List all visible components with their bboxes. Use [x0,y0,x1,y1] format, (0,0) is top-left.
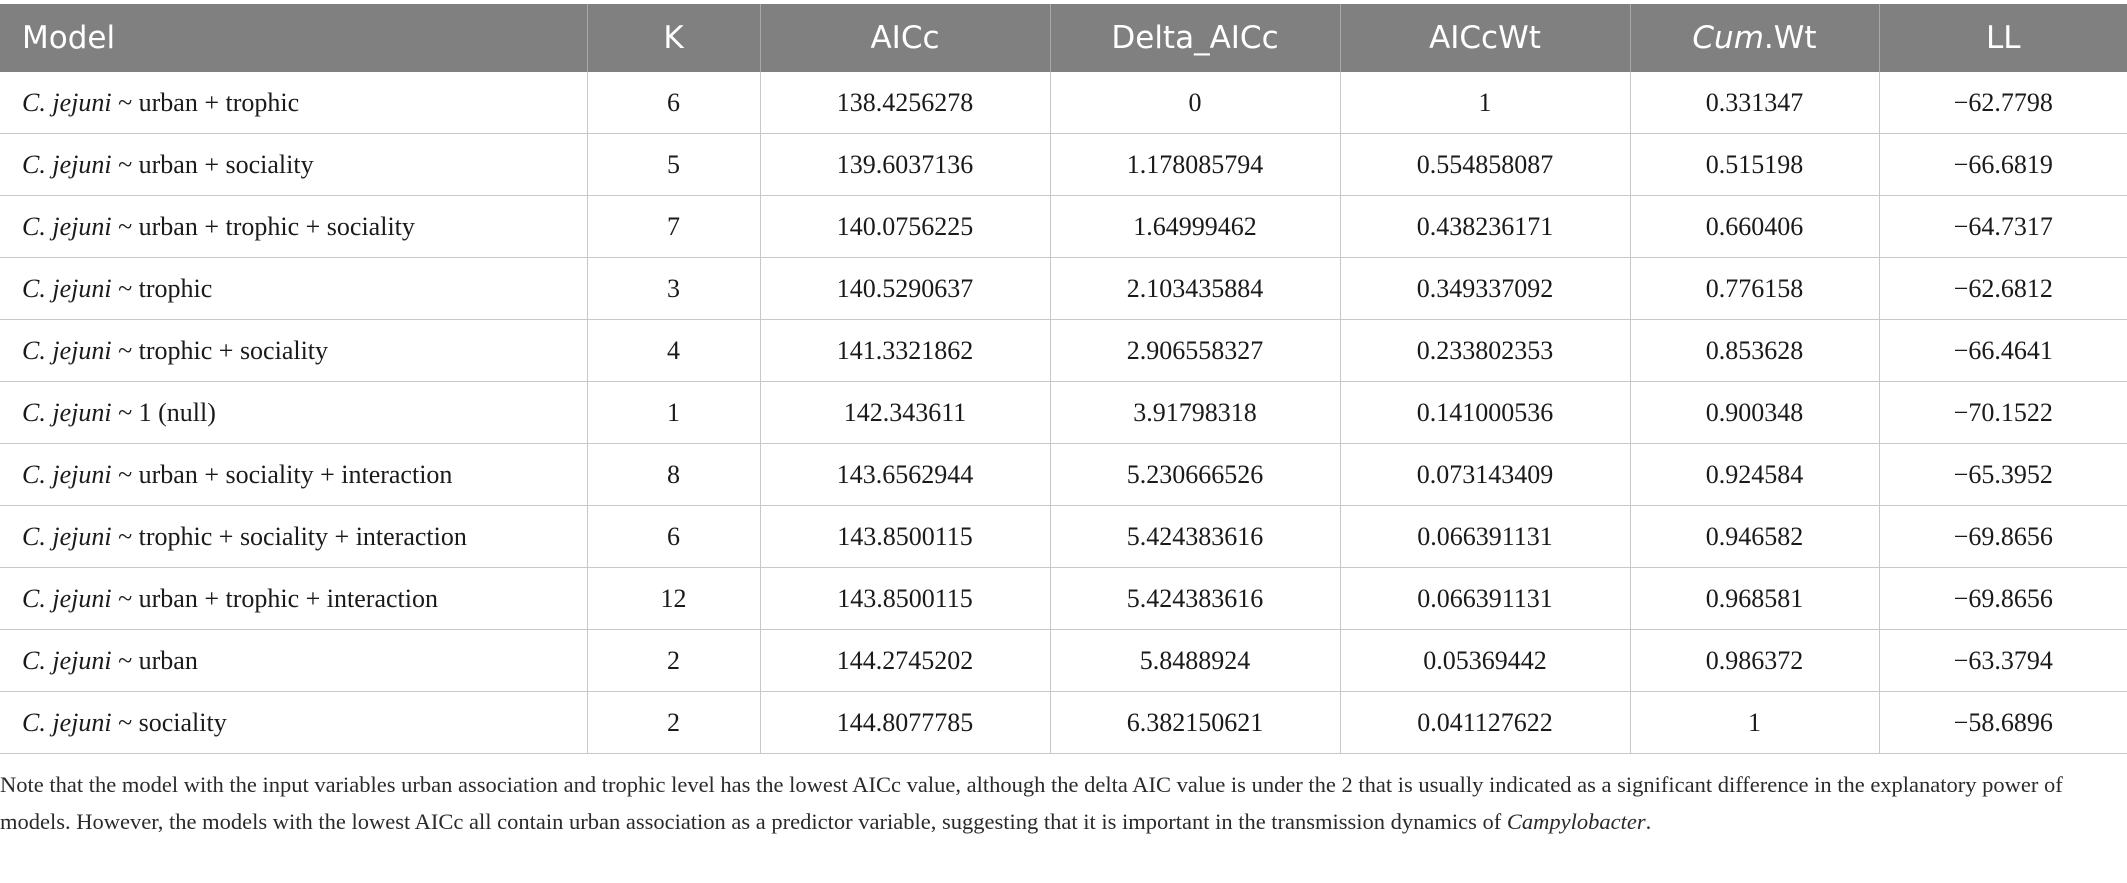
header-k: K [587,4,760,72]
cell-k: 5 [587,134,760,196]
footnote-text: Note that the model with the input variables urban association and trophic level has the lowest AICc value, although the delta AIC value is under the 2 that is usually indicated as a significant difference in the explanatory power of models. However, the models with the lowest AICc all contain urban association as a predictor variable, suggesting that it is important in the transmission dynamics of [0,772,2063,834]
cell-aicc: 144.2745202 [760,630,1050,692]
cell-aicc: 143.8500115 [760,568,1050,630]
species-name: C. jejuni [22,645,112,675]
header-cumwt [1630,4,1879,72]
cell-delta-aicc: 5.424383616 [1050,568,1340,630]
cell-aicc: 142.343611 [760,382,1050,444]
cell-model [0,506,587,568]
cell-ll: −69.8656 [1879,506,2127,568]
footnote-genus: Campylobacter [1506,809,1646,834]
model-comparison-table [0,4,2127,754]
table-row [0,444,2127,506]
table-row [0,692,2127,754]
table-row [0,630,2127,692]
cell-model [0,444,587,506]
header-delta-aicc: Delta_AICc [1050,4,1340,72]
cell-delta-aicc: 0 [1050,72,1340,134]
table-row [0,568,2127,630]
table-footnote [0,766,2100,840]
cell-aicc: 139.6037136 [760,134,1050,196]
model-formula: ~ urban + sociality + interaction [111,459,453,489]
cell-k: 6 [587,72,760,134]
cell-ll: −63.3794 [1879,630,2127,692]
cell-ll: −58.6896 [1879,692,2127,754]
cell-cumwt: 0.331347 [1630,72,1879,134]
cell-aiccwt: 0.066391131 [1340,506,1630,568]
table-header [0,4,2127,72]
cell-ll: −66.6819 [1879,134,2127,196]
model-formula: ~ trophic [111,273,213,303]
species-name: C. jejuni [22,87,112,117]
cell-delta-aicc: 6.382150621 [1050,692,1340,754]
cell-cumwt: 0.776158 [1630,258,1879,320]
table-row [0,506,2127,568]
cell-aiccwt: 0.066391131 [1340,568,1630,630]
cell-cumwt: 0.968581 [1630,568,1879,630]
species-name: C. jejuni [22,273,112,303]
model-formula: ~ urban [111,645,198,675]
model-formula: ~ urban + sociality [111,149,314,179]
table-row [0,72,2127,134]
cell-model [0,72,587,134]
cell-delta-aicc: 1.64999462 [1050,196,1340,258]
cell-model [0,258,587,320]
cell-delta-aicc: 2.103435884 [1050,258,1340,320]
table-row [0,196,2127,258]
cell-k: 4 [587,320,760,382]
cell-cumwt: 0.660406 [1630,196,1879,258]
cell-aiccwt: 0.438236171 [1340,196,1630,258]
header-model: Model [0,4,587,72]
species-name: C. jejuni [22,583,112,613]
model-formula: ~ urban + trophic [111,87,300,117]
cell-model [0,382,587,444]
header-aicc: AICc [760,4,1050,72]
cell-aiccwt: 0.141000536 [1340,382,1630,444]
cell-aiccwt: 0.349337092 [1340,258,1630,320]
species-name: C. jejuni [22,335,112,365]
cell-aiccwt: 0.041127622 [1340,692,1630,754]
cell-k: 6 [587,506,760,568]
cell-ll: −65.3952 [1879,444,2127,506]
species-name: C. jejuni [22,459,112,489]
cell-delta-aicc: 3.91798318 [1050,382,1340,444]
table-row [0,258,2127,320]
cell-cumwt: 0.515198 [1630,134,1879,196]
species-name: C. jejuni [22,211,112,241]
cell-aicc: 140.0756225 [760,196,1050,258]
cell-cumwt: 0.946582 [1630,506,1879,568]
model-comparison-table-container [0,4,2127,754]
header-cumwt-italic: Cum [1692,20,1764,56]
cell-model [0,134,587,196]
cell-ll: −62.6812 [1879,258,2127,320]
cell-aicc: 144.8077785 [760,692,1050,754]
cell-delta-aicc: 1.178085794 [1050,134,1340,196]
cell-k: 7 [587,196,760,258]
cell-ll: −69.8656 [1879,568,2127,630]
cell-ll: −70.1522 [1879,382,2127,444]
cell-aicc: 143.6562944 [760,444,1050,506]
header-aiccwt: AICcWt [1340,4,1630,72]
cell-model [0,692,587,754]
cell-aiccwt: 0.05369442 [1340,630,1630,692]
cell-ll: −66.4641 [1879,320,2127,382]
cell-cumwt: 0.924584 [1630,444,1879,506]
model-formula: ~ sociality [111,707,227,737]
cell-aicc: 140.5290637 [760,258,1050,320]
cell-model [0,196,587,258]
cell-k: 8 [587,444,760,506]
cell-k: 12 [587,568,760,630]
model-formula: ~ trophic + sociality [111,335,329,365]
model-formula: ~ 1 (null) [111,397,216,427]
cell-delta-aicc: 5.8488924 [1050,630,1340,692]
cell-delta-aicc: 5.424383616 [1050,506,1340,568]
model-formula: ~ urban + trophic + interaction [111,583,438,613]
cell-cumwt: 1 [1630,692,1879,754]
species-name: C. jejuni [22,521,112,551]
table-row [0,320,2127,382]
cell-k: 1 [587,382,760,444]
footnote-end: . [1645,809,1652,834]
cell-aicc: 138.4256278 [760,72,1050,134]
header-cumwt-rest: .Wt [1763,20,1817,56]
model-formula: ~ trophic + sociality + interaction [111,521,467,551]
table-row [0,382,2127,444]
cell-cumwt: 0.986372 [1630,630,1879,692]
cell-cumwt: 0.900348 [1630,382,1879,444]
cell-delta-aicc: 2.906558327 [1050,320,1340,382]
cell-aiccwt: 0.233802353 [1340,320,1630,382]
cell-aiccwt: 0.554858087 [1340,134,1630,196]
cell-model [0,320,587,382]
species-name: C. jejuni [22,149,112,179]
cell-ll: −62.7798 [1879,72,2127,134]
cell-cumwt: 0.853628 [1630,320,1879,382]
header-ll: LL [1879,4,2127,72]
header-row [0,4,2127,72]
cell-k: 3 [587,258,760,320]
cell-ll: −64.7317 [1879,196,2127,258]
cell-aiccwt: 0.073143409 [1340,444,1630,506]
cell-k: 2 [587,692,760,754]
cell-model [0,568,587,630]
cell-aicc: 141.3321862 [760,320,1050,382]
cell-delta-aicc: 5.230666526 [1050,444,1340,506]
model-formula: ~ urban + trophic + sociality [111,211,415,241]
cell-k: 2 [587,630,760,692]
table-row [0,134,2127,196]
cell-aiccwt: 1 [1340,72,1630,134]
species-name: C. jejuni [22,397,112,427]
cell-aicc: 143.8500115 [760,506,1050,568]
cell-model [0,630,587,692]
table-body [0,72,2127,754]
species-name: C. jejuni [22,707,112,737]
